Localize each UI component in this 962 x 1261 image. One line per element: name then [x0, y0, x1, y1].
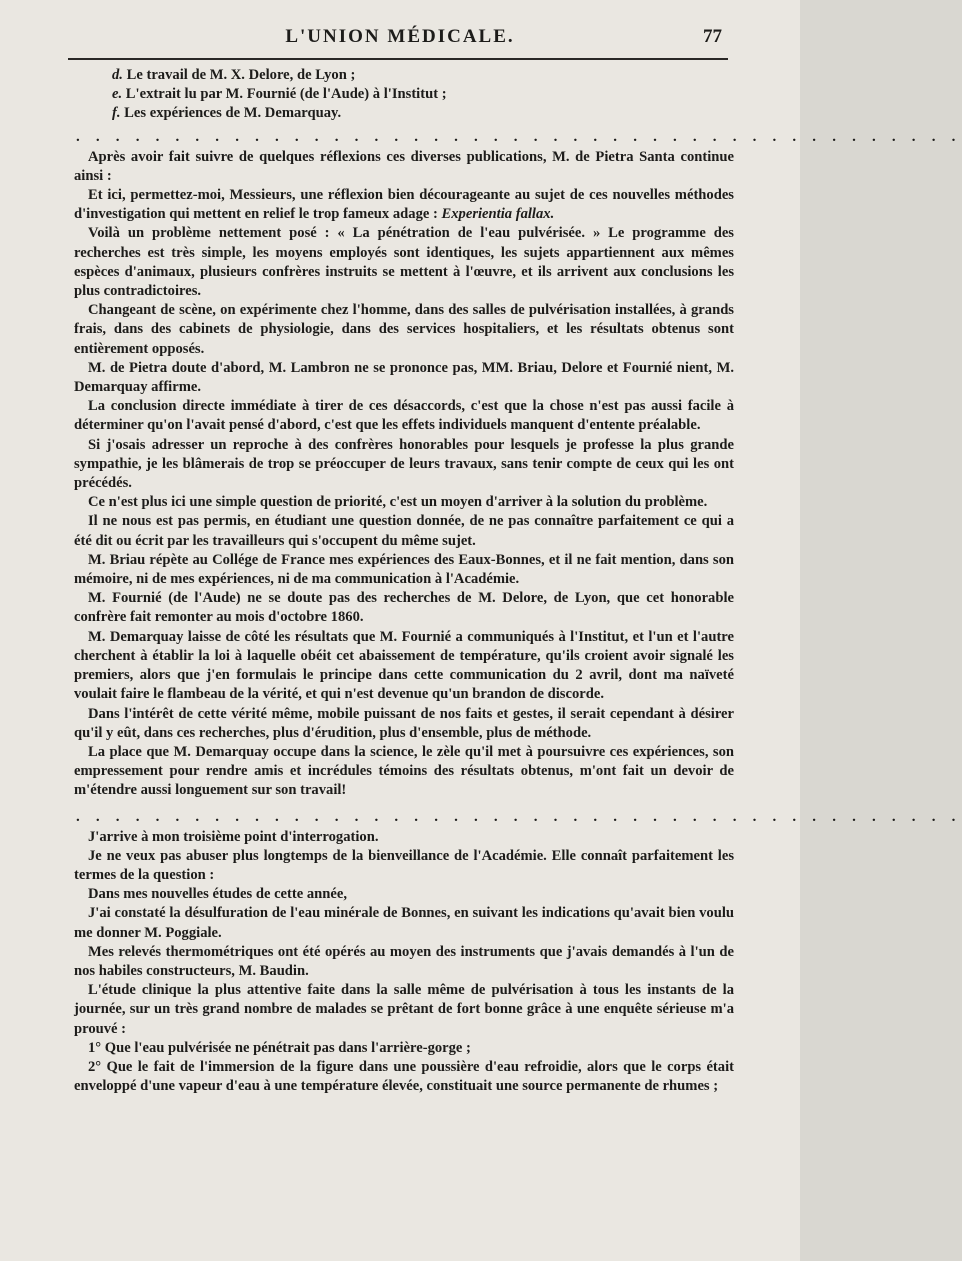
list-item-e: [74, 85, 734, 104]
paragraph: 2° Que le fait de l'immersion de la figure dans une poussière d'eau refroidie, alors que le corps était enveloppé d'une vapeur d'eau à une température élevée, constituait une source permanente de rhumes ;: [74, 1058, 734, 1095]
paragraph: Changeant de scène, on expérimente chez l'homme, dans des salles de pulvérisation installées, à grands frais, dans des cabinets de physiologie, dans des services hospitaliers, et les résultats obtenus sont entièrement opposés.: [74, 302, 734, 357]
paragraph: L'étude clinique la plus attentive faite dans la salle même de pulvérisation à tous les instants de la journée, sur un très grand nombre de malades se prêtant de fort bonne grâce à une enquête sérieuse m'a prouvé :: [74, 982, 734, 1037]
paragraph: M. Demarquay laisse de côté les résultats que M. Fournié a communiqués à l'Institut, et l'un et l'autre cherchent à établir la loi à laquelle obéit cet abaissement de température, qu'ils croient avoir signalé les premiers, alors que j'en formulais le principe dans cette communication du 2 avril, dont ma naïveté voulait faire le flambeau de la vérité, et qui n'est devenue qu'un brandon de discorde.: [74, 628, 734, 703]
paragraph: Il ne nous est pas permis, en étudiant une question donnée, de ne pas connaître parfaitement ce qui a été dit ou écrit par les travailleurs qui s'occupent du même sujet.: [74, 513, 734, 549]
list-marker: d.: [112, 67, 123, 83]
paragraph: Mes relevés thermométriques ont été opérés au moyen des instruments que j'avais demandés à l'un de nos habiles constructeurs, M. Baudin.: [74, 943, 734, 979]
paragraph: M. Fournié (de l'Aude) ne se doute pas des recherches de M. Delore, de Lyon, que cet honorable confrère fait remonter au mois d'octobre 1860.: [74, 590, 734, 626]
page-header: [0, 22, 800, 52]
paragraph: M. de Pietra doute d'abord, M. Lambron ne se prononce pas, MM. Briau, Delore et Fournié nient, M. Demarquay affirme.: [74, 359, 734, 396]
article-body: [74, 66, 962, 1096]
ellipsis-separator: . . . . . . . . . . . . . . . . . . . . . . . . . . . . . . . . . . . . . . . . . . . . .: [76, 808, 962, 825]
list-item-d: [74, 66, 734, 85]
paragraph: 1° Que l'eau pulvérisée ne pénétrait pas dans l'arrière-gorge ;: [88, 1039, 471, 1056]
paragraph: Si j'osais adresser un reproche à des confrères honorables pour lesquels je professe la plus grande sympathie, je les blâmerais de trop se préoccuper de leurs travaux, sans tenir compte de ceux qui les ont précédés.: [74, 436, 734, 492]
page-number: 77: [703, 26, 722, 47]
paragraph: Dans mes nouvelles études de cette année,: [88, 886, 348, 903]
paragraph: M. Briau répète au Collége de France mes expériences des Eaux-Bonnes, et il ne fait mention, dans son mémoire, ni de mes expériences, ni de ma communication à l'Académie.: [74, 551, 734, 588]
paragraph: [74, 186, 734, 224]
paragraph-text: Et ici, permettez-moi, Messieurs, une réflexion bien décourageante au sujet de ces nouvelles méthodes d'investigation qui mettent en relief le trop fameux adage :: [74, 187, 734, 223]
paragraph: La conclusion directe immédiate à tirer de ces désaccords, c'est que la chose n'est pas aussi facile à déterminer qu'on l'avait pensé d'abord, c'est que les effets individuels manquent d'entente préalable.: [74, 398, 734, 434]
header-rule: [68, 58, 728, 60]
paragraph: J'arrive à mon troisième point d'interrogation.: [88, 828, 379, 845]
running-title: L'UNION MÉDICALE.: [285, 26, 515, 47]
paragraph: Ce n'est plus ici une simple question de priorité, c'est un moyen d'arriver à la solution du problème.: [88, 494, 708, 511]
list-marker: e.: [112, 86, 123, 103]
paragraph: Voilà un problème nettement posé : « La pénétration de l'eau pulvérisée. » Le programme des recherches est très simple, les moyens employés sont identiques, les sujets appartiennent aux mêmes espèces d'animaux, plusieurs confrères instruits se mettent à l'œuvre, et ils arrivent aux conclusions les plus contradictoires.: [74, 225, 734, 300]
list-text: Les expériences de M. Demarquay.: [124, 105, 342, 122]
paragraph-intro: Après avoir fait suivre de quelques réflexions ces diverses publications, M. de Pietra Santa continue ainsi :: [74, 148, 734, 184]
list-text: Le travail de M. X. Delore, de Lyon ;: [126, 67, 356, 83]
list-marker: f.: [112, 105, 121, 122]
list-item-f: [74, 104, 734, 123]
paragraph: Dans l'intérêt de cette vérité même, mobile puissant de nos faits et gestes, il serait cependant à désirer qu'il y eût, dans ces recherches, plus d'érudition, plus d'ensemble, plus de méthode.: [74, 705, 734, 741]
paragraph: Je ne veux pas abuser plus longtemps de la bienveillance de l'Académie. Elle connaît parfaitement les termes de la question :: [74, 847, 734, 883]
paragraph: La place que M. Demarquay occupe dans la science, le zèle qu'il met à poursuivre ces expériences, son empressement pour rendre amis et incrédules témoins des résultats obtenus, m'ont fait un devoir de m'étendre aussi longuement sur son travail!: [74, 743, 734, 799]
paragraph: J'ai constaté la désulfuration de l'eau minérale de Bonnes, en suivant les indications qu'avait bien voulu me donner M. Poggiale.: [74, 905, 734, 941]
list-text: L'extrait lu par M. Fournié (de l'Aude) à l'Institut ;: [125, 86, 447, 103]
ellipsis-separator: . . . . . . . . . . . . . . . . . . . . . . . . . . . . . . . . . . . . . . . . . . . . .: [76, 128, 962, 145]
latin-adage: Experientia fallax.: [441, 206, 555, 223]
